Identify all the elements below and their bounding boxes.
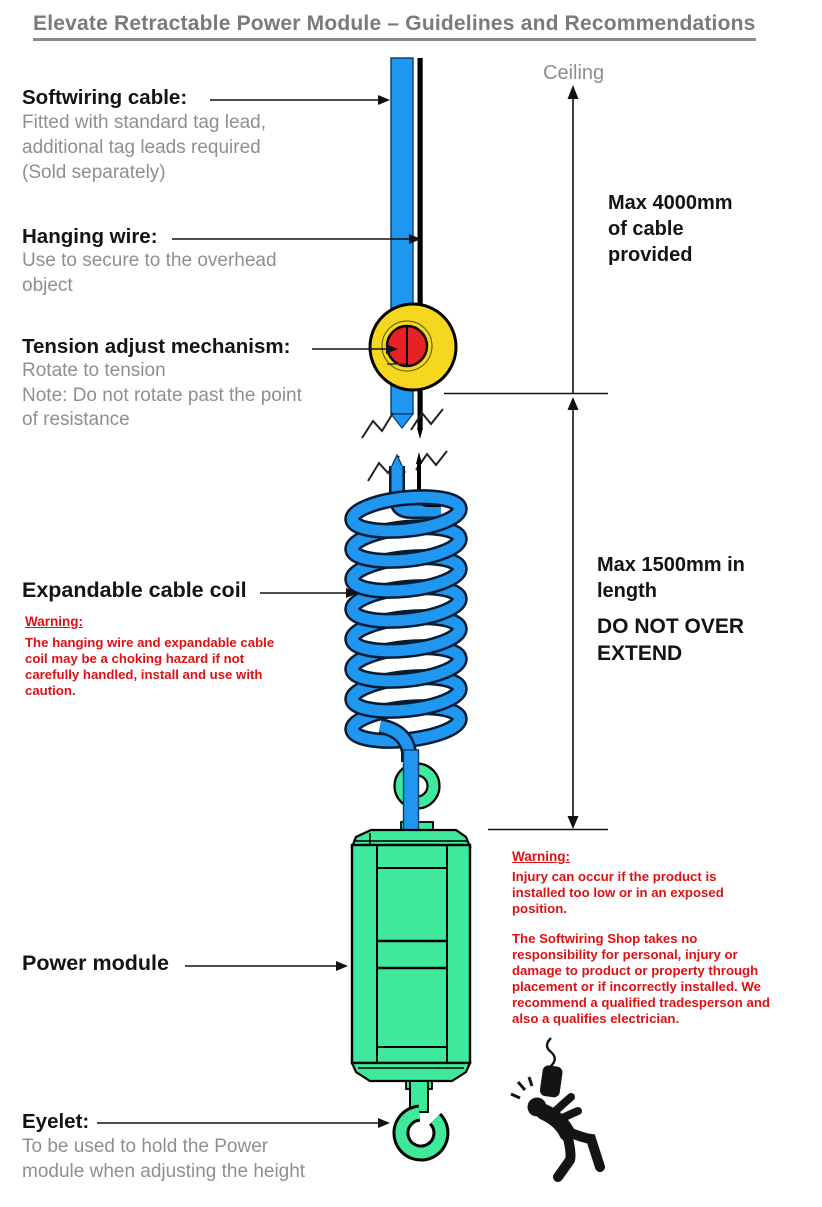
install-warning-heading: Warning: [512, 849, 570, 864]
install-warning-line: position. [512, 901, 567, 916]
coil-warning-line: caution. [25, 683, 76, 698]
do-not-overextend-line: EXTEND [597, 642, 683, 665]
dimension-max-length [488, 404, 608, 830]
hanging-desc-line: object [22, 275, 73, 296]
tension-mechanism-label: Tension adjust mechanism: [22, 335, 291, 358]
tension-desc-line: of resistance [22, 409, 130, 430]
expandable-coil-label: Expandable cable coil [22, 578, 247, 602]
person-body [544, 1097, 600, 1177]
softwiring-desc-line: Fitted with standard tag lead, [22, 112, 266, 133]
install-warning-line: damage to product or property through [512, 963, 759, 978]
impact-lines [511, 1077, 532, 1098]
softwiring-desc-line: additional tag leads required [22, 137, 261, 158]
tension-mechanism-graphic [370, 304, 456, 390]
expandable-coil-graphic [351, 492, 462, 745]
max-cable-line: provided [608, 244, 693, 266]
eyelet-label: Eyelet: [22, 1110, 90, 1133]
lower-cable-graphic [404, 750, 419, 832]
install-warning-line: installed too low or in an exposed [512, 885, 724, 900]
install-warning-line: Injury can occur if the product is [512, 869, 717, 884]
install-warning-line: responsibility for personal, injury or [512, 947, 738, 962]
do-not-overextend-line: DO NOT OVER [597, 615, 745, 638]
tension-desc-line: Note: Do not rotate past the point [22, 385, 302, 406]
eyelet-desc-line: module when adjusting the height [22, 1161, 306, 1182]
page-title: Elevate Retractable Power Module – Guidelines and Recommendations [33, 12, 756, 41]
tension-desc-line: Rotate to tension [22, 360, 166, 381]
eyelet-desc-line: To be used to hold the Power [22, 1136, 269, 1157]
coil-warning-heading: Warning: [25, 614, 83, 629]
install-warning-line: placement or if incorrectly installed. We [512, 979, 761, 994]
install-warning-line: The Softwiring Shop takes no [512, 931, 698, 946]
falling-object-icon [539, 1065, 563, 1098]
power-module-graphic [352, 830, 470, 1081]
dimension-max-cable [444, 90, 608, 394]
coil-warning-line: carefully handled, install and use with [25, 667, 263, 682]
arrowhead-down-length [568, 816, 579, 829]
coil-warning-line: coil may be a choking hazard if not [25, 651, 245, 666]
power-module-label: Power module [22, 951, 169, 975]
coil-warning-line: The hanging wire and expandable cable [25, 635, 275, 650]
cable-squiggle [547, 1038, 555, 1067]
max-cable-line: of cable [608, 218, 684, 240]
falling-person-hazard-icon [511, 1038, 600, 1177]
max-length-line: Max 1500mm in [597, 554, 745, 576]
ceiling-label: Ceiling [543, 62, 605, 84]
install-warning-line: recommend a qualified tradesperson and [512, 995, 770, 1010]
eyelet-graphic [401, 1081, 441, 1153]
max-length-line: length [597, 580, 657, 602]
softwiring-desc-line: (Sold separately) [22, 162, 166, 183]
hanging-wire-label: Hanging wire: [22, 225, 158, 248]
arrowhead-up-ceiling [568, 85, 579, 99]
softwiring-cable-label: Softwiring cable: [22, 86, 188, 109]
install-warning-line: also a qualifies electrician. [512, 1011, 680, 1026]
max-cable-line: Max 4000mm [608, 192, 733, 214]
cable-break-lower [368, 451, 447, 481]
arrowhead-up-length [568, 397, 579, 410]
hanging-desc-line: Use to secure to the overhead [22, 250, 277, 271]
